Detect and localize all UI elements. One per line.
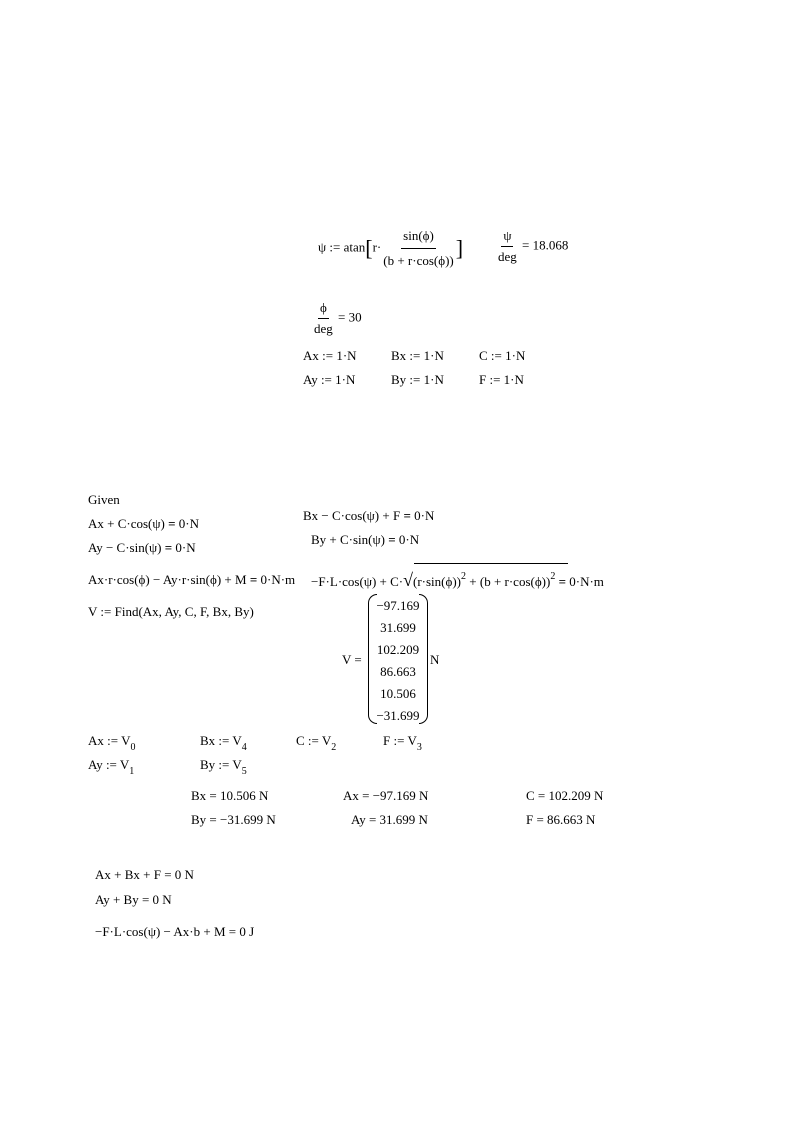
vector-value-2: 102.209 bbox=[376, 642, 420, 657]
assign-bx-index: 4 bbox=[241, 742, 247, 753]
phi-deg-num: ϕ bbox=[318, 300, 329, 319]
eq5-lhs: Ax·r·cos(ϕ) − Ay·r·sin(ϕ) + M bbox=[88, 572, 247, 587]
assign-c-index: 2 bbox=[331, 742, 337, 753]
guess-ay: Ay := 1·N bbox=[303, 372, 356, 387]
eq6-rhs: 0·N·m bbox=[569, 574, 604, 589]
eq2-rhs: 0·N bbox=[175, 540, 196, 555]
result-by: By = −31.699 N bbox=[191, 812, 276, 827]
given-eq4 bbox=[311, 532, 419, 548]
guess-ax: Ax := 1·N bbox=[303, 348, 357, 363]
psi-deg-fraction bbox=[496, 228, 519, 265]
eq6-part-d: (b + r·cos(ϕ)) bbox=[479, 574, 551, 589]
assign-ax-index: 0 bbox=[130, 742, 136, 753]
eq6-part-a: −F·L·cos(ψ) + C· bbox=[311, 574, 404, 589]
guess-c: C := 1·N bbox=[479, 348, 526, 363]
psi-lhs: ψ := bbox=[318, 239, 341, 255]
eq4-equals: = bbox=[388, 532, 396, 547]
assign-ay bbox=[88, 757, 134, 775]
given-eq3 bbox=[303, 508, 434, 524]
check-sum-x: Ax + Bx + F = 0 N bbox=[95, 867, 194, 882]
assign-ax-text: Ax := V bbox=[88, 733, 131, 748]
eq1-lhs: Ax + C·cos(ψ) bbox=[88, 516, 165, 531]
vector-value-1: 31.699 bbox=[380, 620, 416, 635]
assign-by-text: By := V bbox=[200, 757, 242, 772]
sqrt-icon: √ bbox=[403, 570, 414, 590]
assign-by bbox=[200, 757, 247, 775]
result-ay: Ay = 31.699 N bbox=[351, 812, 428, 827]
assign-ay-index: 1 bbox=[129, 766, 135, 777]
psi-factor: r· bbox=[372, 239, 382, 255]
given-eq5 bbox=[88, 572, 295, 588]
vector-matrix bbox=[368, 594, 428, 722]
eq6-part-b: (r·sin(ϕ)) bbox=[413, 574, 462, 589]
assign-f bbox=[383, 733, 422, 751]
assign-by-index: 5 bbox=[241, 766, 247, 777]
vector-value-0: −97.169 bbox=[376, 598, 420, 613]
assign-bx-text: Bx := V bbox=[200, 733, 242, 748]
eq6-equals: = bbox=[558, 574, 567, 589]
result-c: C = 102.209 N bbox=[526, 788, 604, 803]
phi-deg-den: deg bbox=[314, 321, 333, 336]
eq4-lhs: By + C·sin(ψ) bbox=[311, 532, 385, 547]
given-eq2 bbox=[88, 540, 196, 556]
left-bracket: [ bbox=[365, 235, 373, 261]
eq6-part-c: + bbox=[466, 574, 480, 589]
result-f: F = 86.663 N bbox=[526, 812, 596, 827]
eq3-rhs: 0·N bbox=[414, 508, 435, 523]
eq2-lhs: Ay − C·sin(ψ) bbox=[88, 540, 162, 555]
psi-deg-value: = 18.068 bbox=[522, 237, 569, 253]
vector-value-5: −31.699 bbox=[376, 708, 420, 723]
check-moment: −F·L·cos(ψ) − Ax·b + M = 0 J bbox=[95, 924, 255, 939]
find-statement: V := Find(Ax, Ay, C, F, Bx, By) bbox=[88, 604, 254, 619]
psi-deg-num: ψ bbox=[501, 228, 513, 247]
right-bracket: ] bbox=[455, 235, 464, 261]
eq2-equals: = bbox=[164, 540, 173, 555]
given-label: Given bbox=[88, 492, 120, 507]
psi-numerator: sin(ϕ) bbox=[401, 226, 436, 249]
phi-degrees-result bbox=[312, 300, 362, 337]
vector-lhs: V = bbox=[342, 652, 362, 667]
assign-c bbox=[296, 733, 336, 751]
eq6-exp-1: 2 bbox=[461, 571, 467, 582]
eq4-rhs: 0·N bbox=[398, 532, 420, 547]
sqrt-bar bbox=[414, 563, 568, 564]
assign-ay-text: Ay := V bbox=[88, 757, 130, 772]
psi-degrees-result bbox=[496, 228, 568, 265]
eq3-equals: = bbox=[403, 508, 411, 523]
eq5-equals: = bbox=[249, 572, 258, 587]
psi-denominator: (b + r·cos(ϕ)) bbox=[383, 253, 454, 268]
vector-unit: N bbox=[430, 652, 440, 667]
guess-by: By := 1·N bbox=[391, 372, 444, 387]
psi-fraction bbox=[381, 226, 455, 271]
atan-func: atan bbox=[343, 239, 366, 255]
psi-deg-den: deg bbox=[498, 249, 517, 264]
given-eq1 bbox=[88, 516, 199, 532]
eq1-equals: = bbox=[168, 516, 176, 531]
eq5-rhs: 0·N·m bbox=[260, 572, 296, 587]
vector-value-3: 86.663 bbox=[380, 664, 416, 679]
eq3-lhs: Bx − C·cos(ψ) + F bbox=[303, 508, 401, 523]
check-sum-y: Ay + By = 0 N bbox=[95, 892, 172, 907]
assign-ax bbox=[88, 733, 136, 751]
assign-f-text: F := V bbox=[383, 733, 417, 748]
eq6-exp-2: 2 bbox=[550, 571, 556, 582]
guess-f: F := 1·N bbox=[479, 372, 524, 387]
assign-c-text: C := V bbox=[296, 733, 332, 748]
result-ax: Ax = −97.169 N bbox=[343, 788, 429, 803]
given-eq6 bbox=[311, 572, 604, 592]
phi-deg-value: = 30 bbox=[338, 309, 362, 325]
guess-bx: Bx := 1·N bbox=[391, 348, 444, 363]
psi-definition bbox=[318, 226, 463, 271]
result-bx: Bx = 10.506 N bbox=[191, 788, 269, 803]
vector-value-4: 10.506 bbox=[380, 686, 416, 701]
phi-deg-fraction bbox=[312, 300, 335, 337]
assign-f-index: 3 bbox=[416, 742, 422, 753]
eq1-rhs: 0·N bbox=[178, 516, 199, 531]
assign-bx bbox=[200, 733, 247, 751]
